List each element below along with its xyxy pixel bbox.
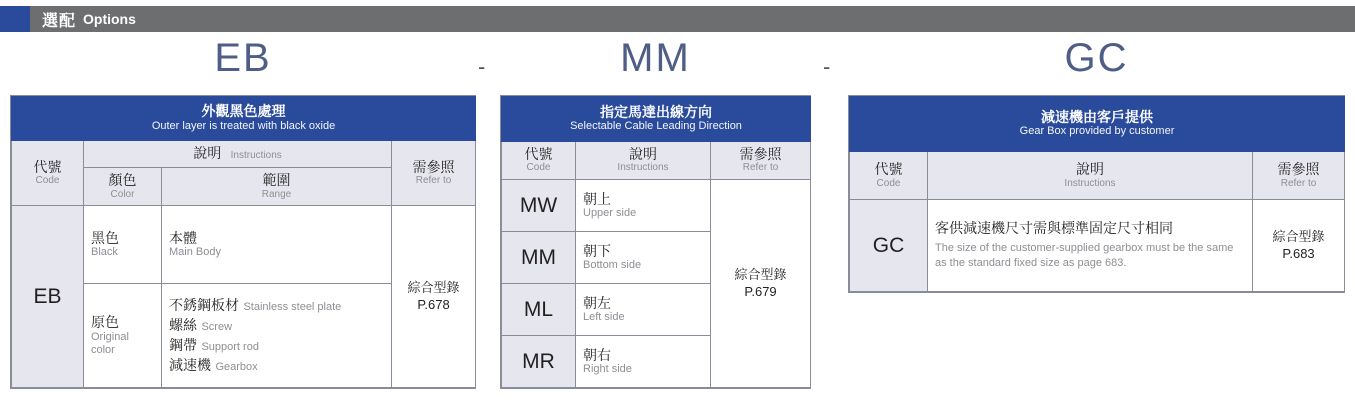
mm-header-refer-cn: 需參照 [739,146,782,163]
eb-header-code-cn: 代號 [33,158,62,175]
mm-refer-cell [711,180,811,388]
eb-row1-range-cn: 本體 [169,229,197,246]
header-title-area [30,6,1355,32]
eb-row1-color [84,206,162,284]
eb-header-refer [392,140,476,205]
gc-desc-en: The size of the customer-supplied gearbox must be the same as the standard fixed size as page 683. [935,241,1234,269]
eb-band [12,97,476,141]
code-titles-row [0,36,1355,86]
header-accent-block [0,6,30,32]
mm-row1-desc: 朝上 Upper side [576,180,711,232]
eb-header-color-en: Color [110,188,135,200]
eb-header-color-cn: 顏色 [108,172,137,189]
gc-header-code-en: Code [876,177,901,189]
eb-header-instructions [84,140,392,168]
eb-header-refer-cn: 需參照 [412,158,455,175]
mm-header-refer [711,141,811,179]
mm-row1-code: MW [502,180,576,232]
eb-band-en: Outer layer is treated with black oxide [151,119,336,132]
gc-band-cn: 減速機由客戶提供 [1041,109,1154,126]
mm-header-instructions-en: Instructions [617,162,669,174]
eb-row1-color-en: Black [91,246,118,259]
gc-refer-cn: 綜合型錄 [1272,229,1325,245]
eb-refer-cn: 綜合型錄 [407,280,460,296]
gc-desc-cell [928,200,1253,292]
mm-band-en: Selectable Cable Leading Direction [570,120,742,132]
mm-refer-page: P.679 [744,283,777,299]
mm-header-code-cn: 代號 [524,146,553,163]
eb-header-color [84,168,162,206]
mm-header-code-en: Code [526,162,551,174]
eb-refer-cell [392,206,476,388]
eb-row2-range-line2: 螺絲 Screw [169,316,233,333]
eb-row1-range-en: Main Body [169,246,221,259]
gc-desc-cn: 客供減速機尺寸需與標準固定尺寸相同 [935,219,1173,236]
gc-header-instructions-cn: 說明 [1076,161,1104,178]
gc-header-code-cn: 代號 [874,161,903,178]
option-table-eb [10,95,476,389]
gc-header-refer-en: Refer to [1280,177,1317,189]
eb-header-range [162,168,392,206]
gc-band [850,97,1345,152]
mm-band-cn: 指定馬達出線方向 [600,103,713,120]
header-title-en: Options [83,11,136,27]
eb-row1-range [162,206,392,284]
eb-header-refer-en: Refer to [415,175,452,187]
option-table-gc [848,95,1345,293]
code-title-mm: MM [620,36,691,80]
gc-header-instructions-en: Instructions [1064,177,1116,189]
eb-header-code-en: Code [35,175,60,187]
mm-header-code [502,141,576,179]
eb-row2-range [162,284,392,388]
eb-row1-color-cn: 黑色 [91,229,119,246]
eb-refer-page: P.678 [417,296,450,312]
gc-header-refer [1253,152,1345,200]
eb-header-range-en: Range [261,188,292,200]
header-title-cn: 選配 [42,12,77,30]
gc-code-cell: GC [850,200,928,292]
options-header-bar [0,6,1355,32]
mm-row4-desc: 朝右 Right side [576,336,711,388]
gc-header-instructions [928,152,1253,200]
eb-row2-color-en: Original color [91,331,129,356]
option-table-mm [500,95,811,389]
mm-row2-code: MM [502,232,576,284]
gc-header-refer-cn: 需參照 [1277,161,1320,178]
mm-refer-cn: 綜合型錄 [734,267,787,283]
eb-row2-range-line3: 鋼帶 Support rod [169,337,259,353]
eb-row2-color-cn: 原色 [91,314,119,331]
mm-row4-code: MR [502,336,576,388]
eb-row2-range-line1: 不銹鋼板材 Stainless steel plate [169,296,342,313]
code-title-gc: GC [1064,36,1129,80]
code-separator-2: - [823,54,831,79]
eb-header-range-cn: 範圍 [262,172,291,189]
mm-header-refer-en: Refer to [742,162,779,174]
eb-header-instructions-cn: 說明 [193,145,222,162]
gc-band-en: Gear Box provided by customer [1019,125,1175,138]
eb-code-cell: EB [12,206,84,388]
code-separator-1: - [478,54,486,79]
eb-row2-range-line4: 減速機 Gearbox [169,357,258,374]
eb-header-code [12,140,84,205]
eb-header-instructions-en: Instructions [230,150,282,162]
mm-row3-desc: 朝左 Left side [576,284,711,336]
mm-row3-code: ML [502,284,576,336]
mm-band [502,97,811,142]
code-title-eb: EB [214,36,272,80]
gc-refer-page: P.683 [1282,245,1315,261]
mm-row2-desc: 朝下 Bottom side [576,232,711,284]
eb-row2-color [84,284,162,388]
gc-header-code [850,152,928,200]
mm-header-instructions-cn: 說明 [629,146,657,163]
eb-band-cn: 外觀黑色處理 [201,103,286,120]
mm-header-instructions [576,141,711,179]
gc-refer-cell [1253,200,1345,292]
